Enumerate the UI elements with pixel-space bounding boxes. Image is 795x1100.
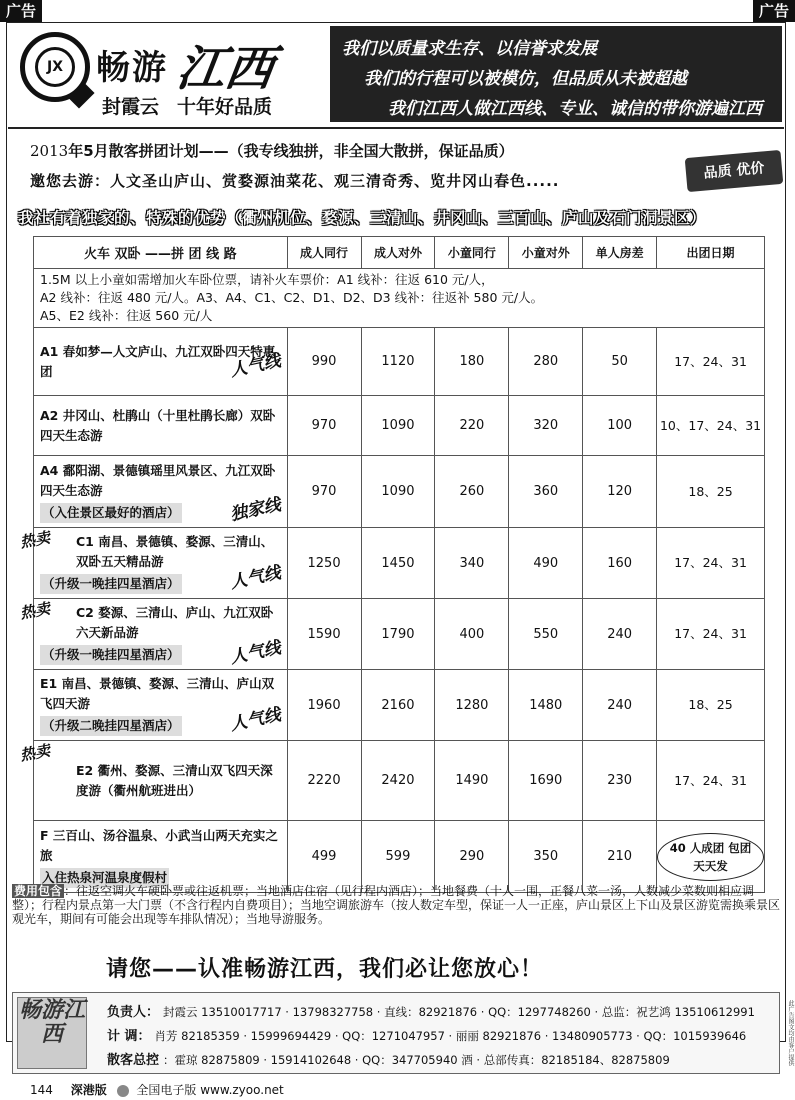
route-cell — [18, 741, 288, 821]
contact-row-planner — [107, 1025, 746, 1044]
price-single-supp: 240 — [583, 670, 657, 741]
price-adult-retail: 1450 — [361, 528, 435, 599]
route-note: （入住景区最好的酒店） — [40, 503, 182, 523]
route-name: A1 春如梦—人文庐山、九江双卧四天特惠团 — [40, 343, 276, 379]
price-adult-retail: 1090 — [361, 396, 435, 456]
departure-dates: 17、24、31 — [657, 599, 765, 670]
route-row — [34, 396, 765, 456]
price-adult-peer: 2220 — [287, 741, 361, 821]
route-row — [34, 528, 765, 599]
page-number: 144 — [30, 1083, 53, 1097]
price-child-peer: 1490 — [435, 741, 509, 821]
price-child-peer: 400 — [435, 599, 509, 670]
price-child-peer: 180 — [435, 328, 509, 396]
price-single-supp: 230 — [583, 741, 657, 821]
globe-icon — [117, 1085, 129, 1097]
price-child-peer: 340 — [435, 528, 509, 599]
route-name: C2 婺源、三清山、庐山、九江双卧六天新品游 — [76, 605, 274, 640]
contact-row-manager — [107, 1001, 755, 1020]
price-child-retail: 350 — [509, 821, 583, 893]
ad-label-left: 广告 — [0, 0, 42, 22]
header-route: 火车 双卧 ——拼 团 线 路 — [34, 237, 288, 269]
route-cell — [34, 456, 288, 528]
price-single-supp: 210 — [583, 821, 657, 893]
route-row — [34, 741, 765, 821]
route-row — [34, 599, 765, 670]
invite-text: 邀您去游：人文圣山庐山、赏婺源油菜花、观三清奇秀、览井冈山春色..... — [30, 172, 560, 190]
plan-title-text: 年5月散客拼团计划——（我专线独拼，非全国大散拼，保证品质） — [68, 142, 514, 160]
price-child-retail: 490 — [509, 528, 583, 599]
hot-sale-tag: 热卖 — [18, 599, 52, 623]
edition-label: 深港版 — [70, 1083, 107, 1097]
price-child-retail: 320 — [509, 396, 583, 456]
surcharge-line-3: A5、E2 线补：往返 560 元/人 — [40, 308, 213, 323]
price-adult-retail: 1790 — [361, 599, 435, 670]
route-stamp: 人气线 — [228, 704, 283, 736]
route-note: （升级一晚挂四星酒店） — [40, 574, 182, 594]
price-child-peer: 260 — [435, 456, 509, 528]
tagline-text: 十年好品质 — [177, 96, 273, 118]
page-footer — [30, 1081, 284, 1098]
route-cell — [34, 670, 288, 741]
price-child-retail: 550 — [509, 599, 583, 670]
price-child-retail: 1690 — [509, 741, 583, 821]
fees-included — [12, 884, 782, 926]
brand-tagline — [102, 92, 272, 119]
header-adult-peer: 成人同行 — [287, 237, 361, 269]
price-adult-retail: 2160 — [361, 670, 435, 741]
departure-dates: 17、24、31 — [657, 528, 765, 599]
surcharge-row — [34, 269, 765, 328]
brand-logo — [10, 26, 328, 122]
advantages-banner: 我社有着独家的、特殊的优势（衢州机位、婺源、三清山、井冈山、三百山、庐山及石门洞景区） — [18, 209, 707, 227]
route-note: （升级二晚挂四星酒店） — [40, 716, 182, 736]
route-name: A2 井冈山、杜鹃山（十里杜鹃长廊）双卧四天生态游 — [40, 407, 276, 443]
price-single-supp: 120 — [583, 456, 657, 528]
plan-year: 2013 — [30, 142, 69, 160]
route-row — [34, 328, 765, 396]
route-cell — [34, 396, 288, 456]
route-stamp: 人气线 — [228, 562, 283, 594]
price-adult-peer: 970 — [287, 456, 361, 528]
price-adult-peer: 499 — [287, 821, 361, 893]
hot-sale-tag: 热卖 — [18, 528, 52, 552]
site-link: 全国电子版 www.zyoo.net — [136, 1083, 284, 1097]
price-single-supp: 100 — [583, 396, 657, 456]
route-cell — [34, 821, 288, 893]
fees-text: ：往返空调火车硬卧票或往返机票；当地酒店住宿（见行程内酒店）；当地餐费（十人一围，正餐八菜一汤，人数减少菜数则相应调整）；行程内景点第一大门票（不含行程内自费项目）；当地空调旅游车（按人数定车型，保证一人一正座，庐山景区上下山及景区游览需换乘景区观光车，期间有可能会出现等车排队情况）；当地导游服务。 — [12, 884, 781, 926]
departure-dates: 18、25 — [657, 456, 765, 528]
price-child-peer: 1280 — [435, 670, 509, 741]
route-note: 入住热泉河温泉度假村 — [40, 868, 169, 888]
route-row — [34, 456, 765, 528]
route-note: （升级一晚挂四星酒店） — [40, 645, 182, 665]
route-name: E1 南昌、景德镇、婺源、三清山、庐山双飞四天游 — [40, 676, 275, 711]
contact-logo: 畅游江西 — [17, 997, 87, 1069]
slogan-2: 我们的行程可以被模仿，但品质从未被超越 — [364, 69, 687, 89]
slogan-3: 我们江西人做江西线、专业、诚信的带你游遍江西 — [388, 99, 762, 119]
price-child-retail: 360 — [509, 456, 583, 528]
price-adult-retail: 1090 — [361, 456, 435, 528]
header-divider — [8, 127, 784, 129]
callout-slogan: 请您——认准畅游江西，我们必让您放心！ — [106, 957, 544, 982]
contact-label: 散客总控 — [107, 1053, 160, 1068]
side-disclaimer: 此广告图文均由客户提供 — [787, 1000, 794, 1066]
contact-panel — [12, 992, 780, 1074]
departure-dates: 18、25 — [657, 670, 765, 741]
logo-ring-icon — [20, 32, 90, 102]
slogan-panel — [330, 26, 782, 122]
route-row — [34, 670, 765, 741]
departure-dates: 17、24、31 — [657, 328, 765, 396]
departure-dates: 10、17、24、31 — [657, 396, 765, 456]
header-child-peer: 小童同行 — [435, 237, 509, 269]
logo-mark: JX — [35, 47, 75, 87]
price-adult-peer: 1590 — [287, 599, 361, 670]
quality-badge: 品质 优价 — [685, 150, 784, 192]
route-row — [34, 821, 765, 893]
founder-name: 封霞云 — [102, 96, 160, 118]
header-single-supplement: 单人房差 — [583, 237, 657, 269]
contact-label: 计 调： — [107, 1029, 151, 1044]
contact-text: ：霍琼 82875809 · 15914102648 · QQ：347705940 酒 · 总部传真：82185184、82875809 — [163, 1053, 670, 1067]
contact-label: 负责人： — [107, 1005, 160, 1020]
price-child-peer: 220 — [435, 396, 509, 456]
price-child-retail: 1480 — [509, 670, 583, 741]
contact-text: 肖芳 82185359 · 15999694429 · QQ：1271047957 · 丽丽 82921876 · 13480905773 · QQ：1015939646 — [154, 1029, 747, 1043]
price-child-peer: 290 — [435, 821, 509, 893]
price-adult-retail: 1120 — [361, 328, 435, 396]
header-adult-retail: 成人对外 — [361, 237, 435, 269]
group-departure-cell — [657, 821, 765, 893]
ad-header — [8, 24, 784, 124]
surcharge-line-2: A2 线补：往返 480 元/人。A3、A4、C1、C2、D1、D2、D3 线补：往返补 580 元/人。 — [40, 290, 544, 305]
brand-script: 江西 — [173, 41, 278, 97]
price-adult-retail: 599 — [361, 821, 435, 893]
header-child-retail: 小童对外 — [509, 237, 583, 269]
route-stamp: 人气线 — [228, 637, 283, 669]
ad-label-right: 广告 — [753, 0, 795, 22]
surcharge-line-1: 1.5M 以上小童如需增加火车卧位票，请补火车票价：A1 线补：往返 610 元/人， — [40, 272, 494, 287]
group-badge: 40 人成团 包团天天发 — [657, 833, 764, 881]
route-cell — [18, 599, 288, 670]
surcharge-note — [34, 269, 765, 328]
plan-title — [30, 140, 514, 161]
route-cell — [18, 528, 288, 599]
price-child-retail: 280 — [509, 328, 583, 396]
route-name: C1 南昌、景德镇、婺源、三清山、双卧五天精品游 — [76, 534, 274, 569]
price-single-supp: 240 — [583, 599, 657, 670]
contact-text: 封霞云 13510017717 · 13798327758 · 直线：82921876 · QQ：1297748260 · 总监：祝艺鸿 13510612991 — [163, 1005, 755, 1019]
price-adult-peer: 1960 — [287, 670, 361, 741]
route-name: F 三百山、汤谷温泉、小武当山两天充实之旅 — [40, 827, 278, 863]
price-adult-peer: 990 — [287, 328, 361, 396]
price-single-supp: 50 — [583, 328, 657, 396]
contact-row-control — [107, 1049, 670, 1068]
price-adult-peer: 1250 — [287, 528, 361, 599]
route-name: E2 衢州、婺源、三清山双飞四天深度游（衢州航班进出） — [76, 762, 273, 798]
slogan-1: 我们以质量求生存、以信誉求发展 — [342, 39, 597, 59]
departure-dates: 17、24、31 — [657, 741, 765, 821]
price-single-supp: 160 — [583, 528, 657, 599]
route-stamp: 独家线 — [228, 494, 283, 526]
route-cell — [34, 328, 288, 396]
header-departure-dates: 出团日期 — [657, 237, 765, 269]
table-header-row — [34, 237, 765, 269]
fees-label: 费用包含 — [14, 884, 63, 898]
route-name: A4 鄱阳湖、景德镇瑶里风景区、九江双卧四天生态游 — [40, 462, 276, 498]
route-stamp: 人气线 — [228, 350, 283, 382]
hot-sale-tag: 热卖 — [18, 741, 52, 765]
brand-name: 畅游 — [96, 48, 168, 88]
price-adult-peer: 970 — [287, 396, 361, 456]
price-adult-retail: 2420 — [361, 741, 435, 821]
